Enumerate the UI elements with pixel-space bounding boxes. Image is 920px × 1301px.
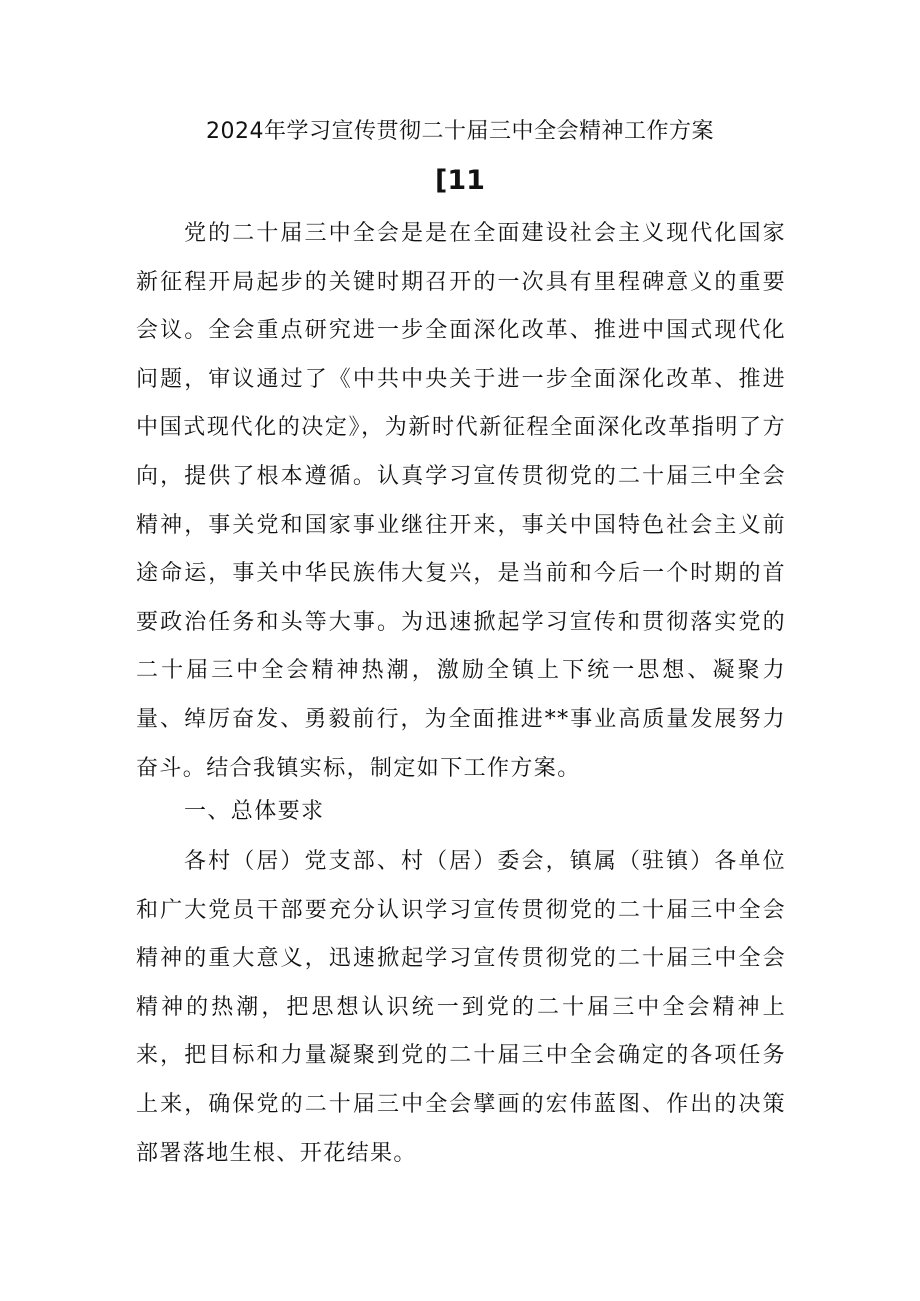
section-heading-general-requirements: 一、总体要求 [184, 799, 325, 824]
paragraph-general-requirements: 各村（居）党支部、村（居）委会，镇属（驻镇）各单位和广大党员干部要充分认识学习宣传贯彻党的二十届三中全会精神的重大意义，迅速掀起学习宣传贯彻党的二十届三中全会精神的热潮，把思想认识统一到党的二十届三中全会精神上来，把目标和力量凝聚到党的二十届三中全会确定的各项任务上来，确保党的二十届三中全会擘画的宏伟蓝图、作出的决策部署落地生根、开花结果。 [136, 849, 786, 1166]
document-title: 2024年学习宣传贯彻二十届三中全会精神工作方案 [206, 119, 714, 144]
paragraph-intro: 党的二十届三中全会是是在全面建设社会主义现代化国家新征程开局起步的关键时期召开的一次具有里程碑意义的重要会议。全会重点研究进一步全面深化改革、推进中国式现代化问题，审议通过了《中共中央关于进一步全面深化改革、推进中国式现代化的决定》，为新时代新征程全面深化改革指明了方向，提供了根本遵循。认真学习宣传贯彻党的二十届三中全会精神，事关党和国家事业继往开来，事关中国特色社会主义前途命运，事关中华民族伟大复兴，是当前和今后一个时期的首要政治任务和头等大事。为迅速掀起学习宣传和贯彻落实党的二十届三中全会精神热潮，激励全镇上下统一思想、凝聚力量、绰厉奋发、勇毅前行，为全面推进**事业高质量发展努力奋斗。结合我镇实标，制定如下工作方案。 [136, 221, 786, 781]
document-subtitle: [11 [435, 165, 485, 196]
